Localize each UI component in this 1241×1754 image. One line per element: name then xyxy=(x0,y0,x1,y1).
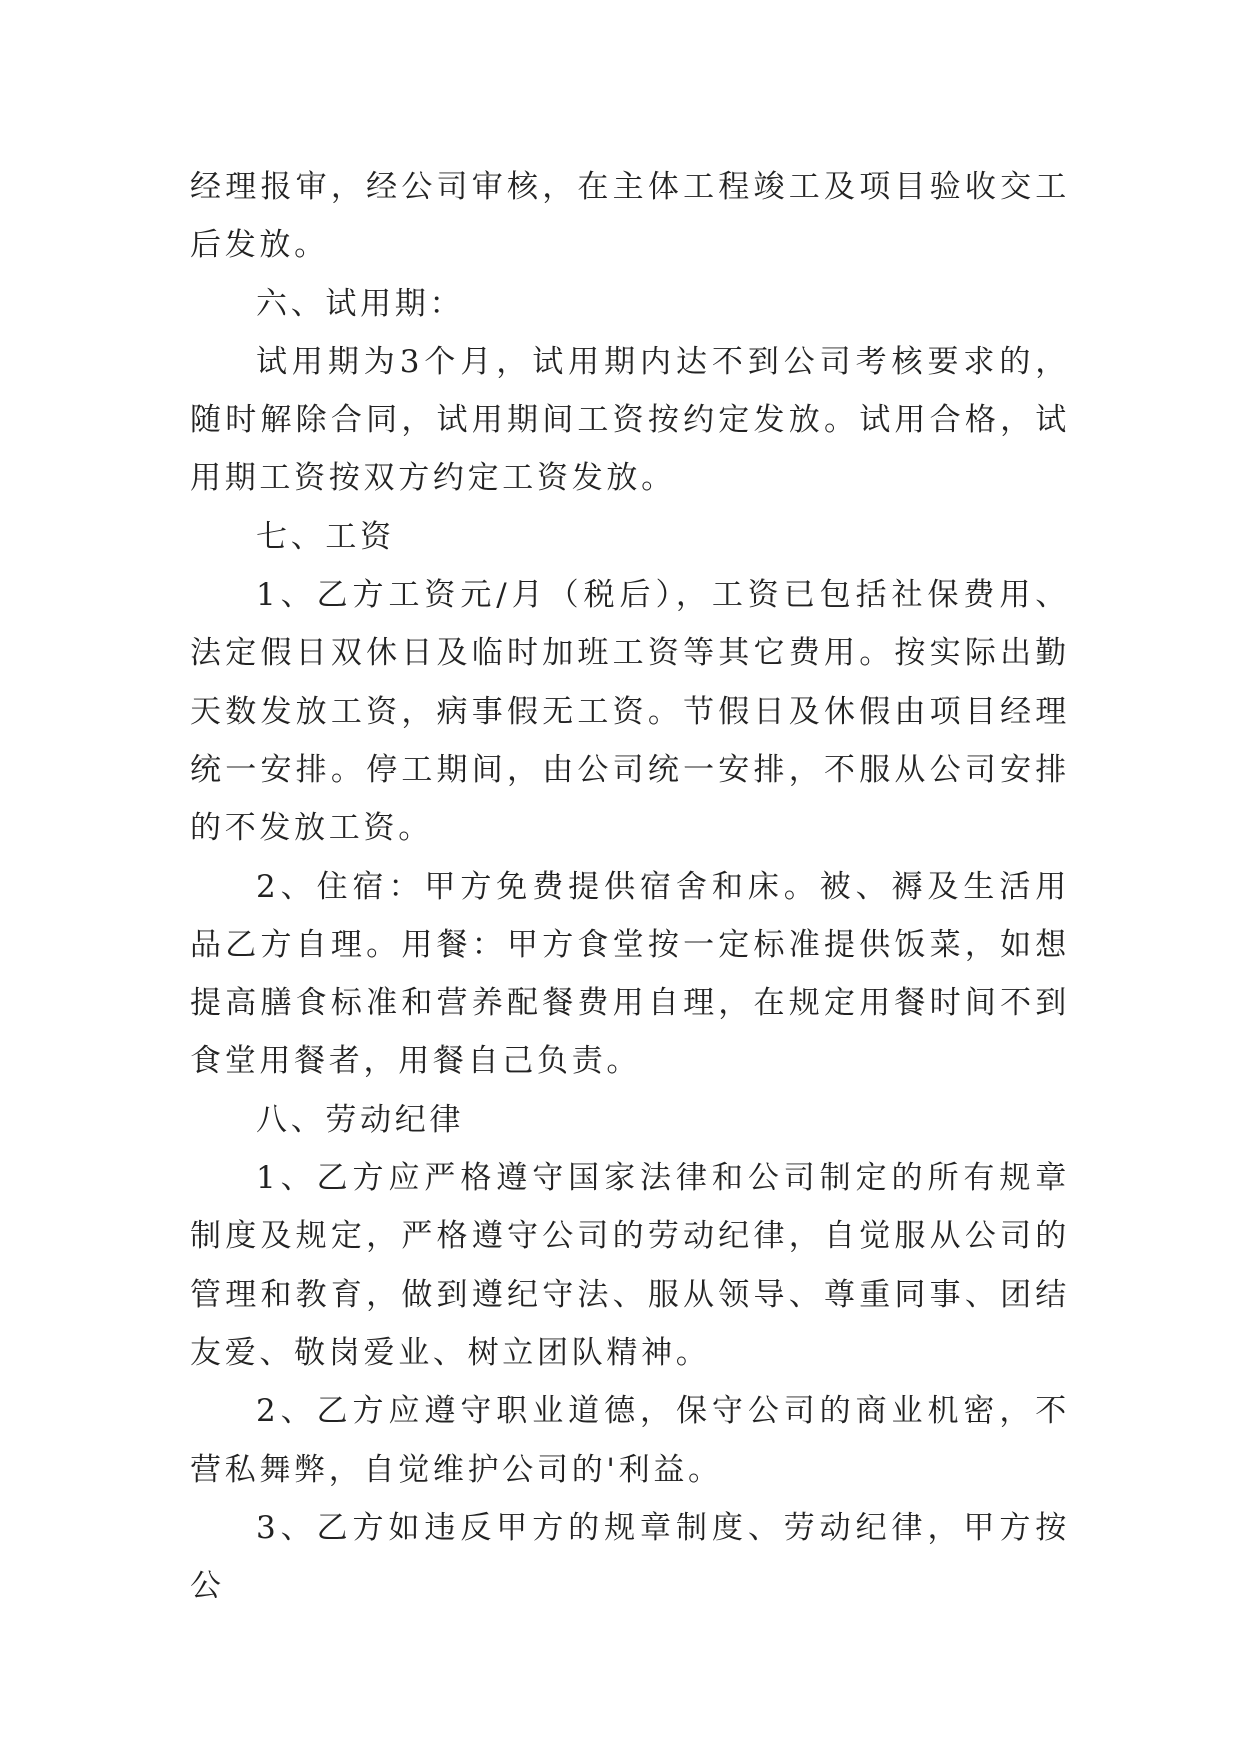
paragraph-discipline-2: 2、乙方应遵守职业道德，保守公司的商业机密，不营私舞弊，自觉维护公司的'利益。 xyxy=(190,1393,1070,1488)
section-heading-salary: 七、工资 xyxy=(256,518,395,555)
section-heading-discipline: 八、劳动纪律 xyxy=(256,1101,465,1138)
paragraph-discipline-3: 3、乙方如违反甲方的规章制度、劳动纪律，甲方按公 xyxy=(190,1509,1070,1605)
paragraph-probation: 试用期为3个月，试用期内达不到公司考核要求的，随时解除合同，试用期间工资按约定发放。试用合格，试用期工资按双方约定工资发放。 xyxy=(190,343,1070,497)
paragraph-salary-1: 1、乙方工资元/月（税后），工资已包括社保费用、法定假日双休日及临时加班工资等其它费用。按实际出勤天数发放工资，病事假无工资。节假日及休假由项目经理统一安排。停工期间，由公司统一安排，不服从公司安排的不发放工资。 xyxy=(190,577,1070,847)
paragraph-salary-2: 2、住宿：甲方免费提供宿舍和床。被、褥及生活用品乙方自理。用餐：甲方食堂按一定标准提供饭菜，如想提高膳食标准和营养配餐费用自理，在规定用餐时间不到食堂用餐者，用餐自己负责。 xyxy=(190,868,1070,1080)
paragraph-discipline-1: 1、乙方应严格遵守国家法律和公司制定的所有规章制度及规定，严格遵守公司的劳动纪律，自觉服从公司的管理和教育，做到遵纪守法、服从领导、尊重同事、团结友爱、敬岗爱业、树立团队精神。 xyxy=(190,1160,1070,1371)
document-body xyxy=(190,158,1070,1615)
paragraph-continuation: 经理报审，经公司审核，在主体工程竣工及项目验收交工后发放。 xyxy=(190,169,1070,264)
section-heading-probation: 六、试用期： xyxy=(256,285,465,322)
